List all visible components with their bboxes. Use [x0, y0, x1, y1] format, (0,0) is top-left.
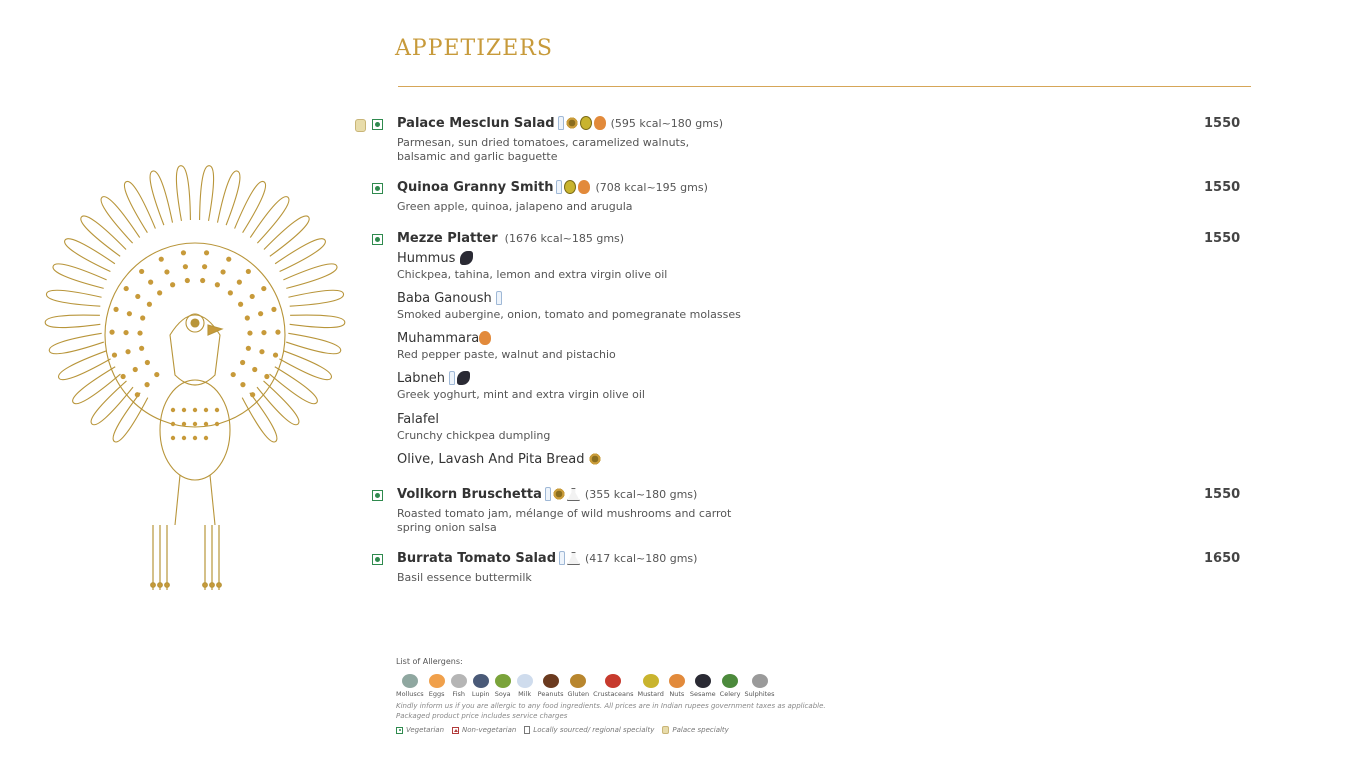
item-name: [397, 487, 697, 502]
crustaceans-icon: [605, 674, 621, 688]
milk-icon: [517, 674, 533, 688]
legend-palace-label: Palace specialty: [672, 726, 729, 734]
vegetarian-icon: [372, 554, 383, 565]
legend-local: [524, 726, 654, 734]
legend-veg-label: Vegetarian: [406, 726, 445, 734]
allergen-nuts: [668, 674, 686, 698]
mustard-icon: [564, 180, 576, 194]
allergen-label: Mustard: [637, 690, 664, 698]
service-charge-note: Packaged product price includes service charges: [396, 712, 568, 720]
sesame-icon: [457, 371, 470, 385]
lupin-icon: [473, 674, 489, 688]
subitem: [397, 452, 797, 467]
peacock-illustration: [40, 165, 350, 605]
item-kcal: (1676 kcal~185 gms): [504, 232, 625, 245]
gluten-icon: [570, 674, 586, 688]
item-description: Basil essence buttermilk: [397, 571, 532, 584]
item-title: Mezze Platter: [397, 231, 498, 246]
subitem-description: Greek yoghurt, mint and extra virgin olive oil: [397, 388, 645, 401]
gluten-icon: [553, 487, 565, 501]
sulphites-icon: [567, 552, 580, 565]
sulphites-icon: [567, 488, 580, 501]
peanuts-icon: [543, 674, 559, 688]
vegetarian-icon: [372, 490, 383, 501]
allergen-label: Milk: [518, 690, 532, 698]
molluscs-icon: [402, 674, 418, 688]
allergen-label: Eggs: [428, 690, 445, 698]
allergen-label: Sulphites: [744, 690, 775, 698]
legend-palace: [662, 726, 728, 734]
subitem: [397, 412, 797, 442]
allergen-label: Peanuts: [537, 690, 564, 698]
allergen-milk: [516, 674, 534, 698]
subitem-name: Olive, Lavash And Pita Bread: [397, 452, 585, 467]
allergen-legend: [396, 657, 836, 734]
subitem-name: Falafel: [397, 412, 440, 427]
allergen-label: Soya: [494, 690, 511, 698]
subitem-name: Labneh: [397, 371, 445, 386]
milk-icon: [559, 551, 565, 565]
vegetarian-icon: [372, 183, 383, 194]
subitem-name: Muhammara: [397, 331, 480, 346]
legend-nonveg: [452, 726, 516, 734]
allergen-lupin: [472, 674, 490, 698]
allergen-soya: [494, 674, 512, 698]
vegetarian-icon: [396, 727, 403, 734]
nuts-icon: [669, 674, 685, 688]
subitem: [397, 331, 797, 361]
allergen-eggs: [428, 674, 446, 698]
sesame-icon: [460, 251, 473, 265]
item-price: 1550: [1204, 231, 1241, 246]
sesame-icon: [695, 674, 711, 688]
subitem-name: Baba Ganoush: [397, 291, 492, 306]
sulphites-icon: [752, 674, 768, 688]
item-title: Palace Mesclun Salad: [397, 116, 555, 131]
allergen-label: Gluten: [567, 690, 590, 698]
page-title: APPETIZERS: [395, 36, 553, 61]
item-name: [397, 180, 708, 195]
allergen-label: Sesame: [689, 690, 716, 698]
allergen-sulphites: [745, 674, 775, 698]
allergen-note: Kindly inform us if you are allergic to any food ingredients. All prices are in Indian rupees government taxes as applicable.: [396, 702, 826, 710]
milk-icon: [558, 116, 564, 130]
locally-sourced-icon: [524, 726, 530, 734]
mustard-icon: [580, 116, 592, 130]
item-price: 1650: [1204, 551, 1241, 566]
allergen-label: Celery: [719, 690, 741, 698]
allergen-molluscs: [396, 674, 424, 698]
non-vegetarian-icon: [452, 727, 459, 734]
subitem-name: Hummus: [397, 251, 456, 266]
legend-nonveg-label: Non-vegetarian: [462, 726, 517, 734]
subitem-description: Chickpea, tahina, lemon and extra virgin olive oil: [397, 268, 668, 281]
allergen-title: List of Allergens:: [396, 657, 463, 666]
gluten-icon: [566, 116, 578, 130]
subitem: [397, 291, 797, 321]
allergen-label: Crustaceans: [593, 690, 634, 698]
item-kcal: (355 kcal~180 gms): [584, 488, 698, 501]
allergen-peanuts: [538, 674, 564, 698]
nuts-icon: [479, 331, 491, 345]
vegetarian-icon: [372, 119, 383, 130]
item-title: Quinoa Granny Smith: [397, 180, 554, 195]
item-title: Vollkorn Bruschetta: [397, 487, 542, 502]
allergen-label: Fish: [452, 690, 465, 698]
item-name: [397, 231, 624, 246]
subitem: [397, 251, 797, 281]
allergen-label: Lupin: [471, 690, 490, 698]
allergen-fish: [450, 674, 468, 698]
title-divider: [398, 86, 1251, 87]
allergen-list: [396, 674, 836, 698]
item-description: Roasted tomato jam, mélange of wild mushrooms and carrot spring onion salsa: [397, 507, 732, 534]
palace-specialty-icon: [355, 119, 366, 132]
fish-icon: [451, 674, 467, 688]
vegetarian-icon: [372, 234, 383, 245]
gluten-icon: [589, 452, 601, 466]
item-kcal: (417 kcal~180 gms): [585, 552, 698, 565]
subitem-description: Smoked aubergine, onion, tomato and pomegranate molasses: [397, 308, 741, 321]
subitem: [397, 371, 797, 401]
soya-icon: [495, 674, 511, 688]
item-kcal: (595 kcal~180 gms): [610, 117, 724, 130]
eggs-icon: [429, 674, 445, 688]
subitem-description: Crunchy chickpea dumpling: [397, 429, 551, 442]
item-kcal: (708 kcal~195 gms): [595, 181, 708, 194]
milk-icon: [496, 291, 502, 305]
allergen-sesame: [690, 674, 716, 698]
legend-local-label: Locally sourced/ regional specialty: [533, 726, 655, 734]
nuts-icon: [594, 116, 606, 130]
allergen-mustard: [637, 674, 663, 698]
item-description: Green apple, quinoa, jalapeno and arugula: [397, 200, 633, 213]
item-price: 1550: [1204, 180, 1241, 195]
allergen-celery: [720, 674, 741, 698]
item-description: Parmesan, sun dried tomatoes, caramelized walnuts, balsamic and garlic baguette: [397, 136, 690, 163]
item-price: 1550: [1204, 116, 1241, 131]
allergen-crustaceans: [593, 674, 633, 698]
subitem-description: Red pepper paste, walnut and pistachio: [397, 348, 616, 361]
nuts-icon: [578, 180, 590, 194]
item-name: [397, 551, 697, 566]
symbol-legend: [396, 726, 836, 734]
item-title: Burrata Tomato Salad: [397, 551, 557, 566]
mustard-icon: [643, 674, 659, 688]
item-price: 1550: [1204, 487, 1241, 502]
milk-icon: [449, 371, 455, 385]
palace-specialty-icon: [662, 726, 669, 734]
milk-icon: [556, 180, 562, 194]
allergen-label: Molluscs: [396, 690, 424, 698]
milk-icon: [545, 487, 551, 501]
celery-icon: [722, 674, 738, 688]
allergen-label: Nuts: [669, 690, 685, 698]
allergen-gluten: [568, 674, 590, 698]
item-name: [397, 116, 723, 131]
legend-veg: [396, 726, 444, 734]
